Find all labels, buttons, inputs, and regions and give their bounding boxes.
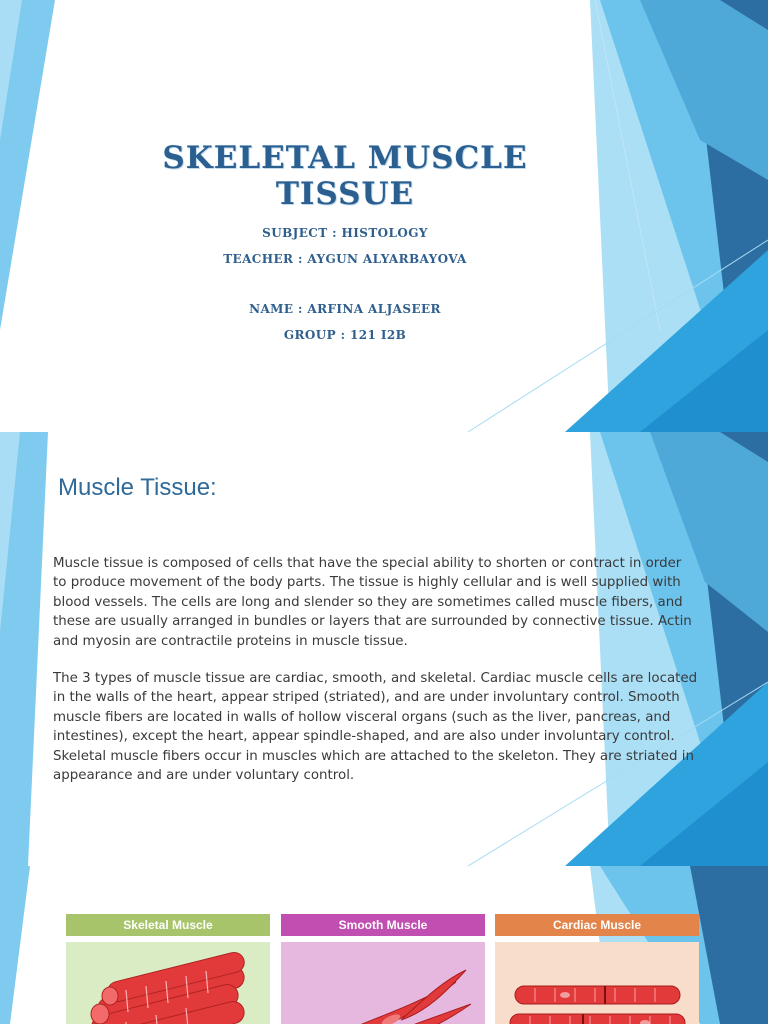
cardiac-muscle-panel (495, 914, 699, 1024)
slide-decoration (0, 0, 768, 432)
section-heading: Muscle Tissue: (58, 474, 217, 501)
subject-line: SUBJECT : HISTOLOGY (262, 226, 428, 240)
content-slide (0, 432, 768, 866)
diagram-slide (0, 866, 768, 1024)
smooth-muscle-panel (281, 914, 485, 1024)
teacher-line: TEACHER : AYGUN ALYARBAYOVA (223, 252, 467, 266)
cardiac-muscle-label: Cardiac Muscle (495, 914, 699, 936)
group-line: GROUP : 121 I2B (283, 328, 407, 342)
presentation-title: SKELETAL MUSCLE TISSUE (162, 140, 528, 212)
title-slide (0, 0, 768, 432)
body-paragraph-2: The 3 types of muscle tissue are cardiac, smooth, and skeletal. Cardiac muscle cells are located in the walls of the heart, appear striped (striated), and are under involuntary control. Smooth muscle fibers are located in walls of hollow visceral organs (such as the liver, pancreas, and intestines), except the heart, appear spindle-shaped, and are also under involuntary control. Skeletal muscle fibers occur in muscles which are attached to the skeleton. They are striated in appearance and are under voluntary control. (53, 671, 698, 784)
student-name-line: NAME : ARFINA ALJASEER (249, 302, 441, 316)
cardiac-muscle-illustration (495, 942, 699, 1024)
smooth-muscle-illustration (281, 942, 485, 1024)
smooth-muscle-label: Smooth Muscle (281, 914, 485, 936)
skeletal-muscle-illustration (66, 942, 270, 1024)
skeletal-muscle-label: Skeletal Muscle (66, 914, 270, 936)
body-paragraph-1: Muscle tissue is composed of cells that have the special ability to shorten or contract in order to produce movement of the body parts. The tissue is highly cellular and is well supplied with blood vessels. The cells are long and slender so they are sometimes called muscle fibers, and these are usually arranged in bundles or layers that are surrounded by connective tissue. Actin and myosin are contractile proteins in muscle tissue. (53, 556, 692, 649)
skeletal-muscle-panel (66, 914, 270, 1024)
